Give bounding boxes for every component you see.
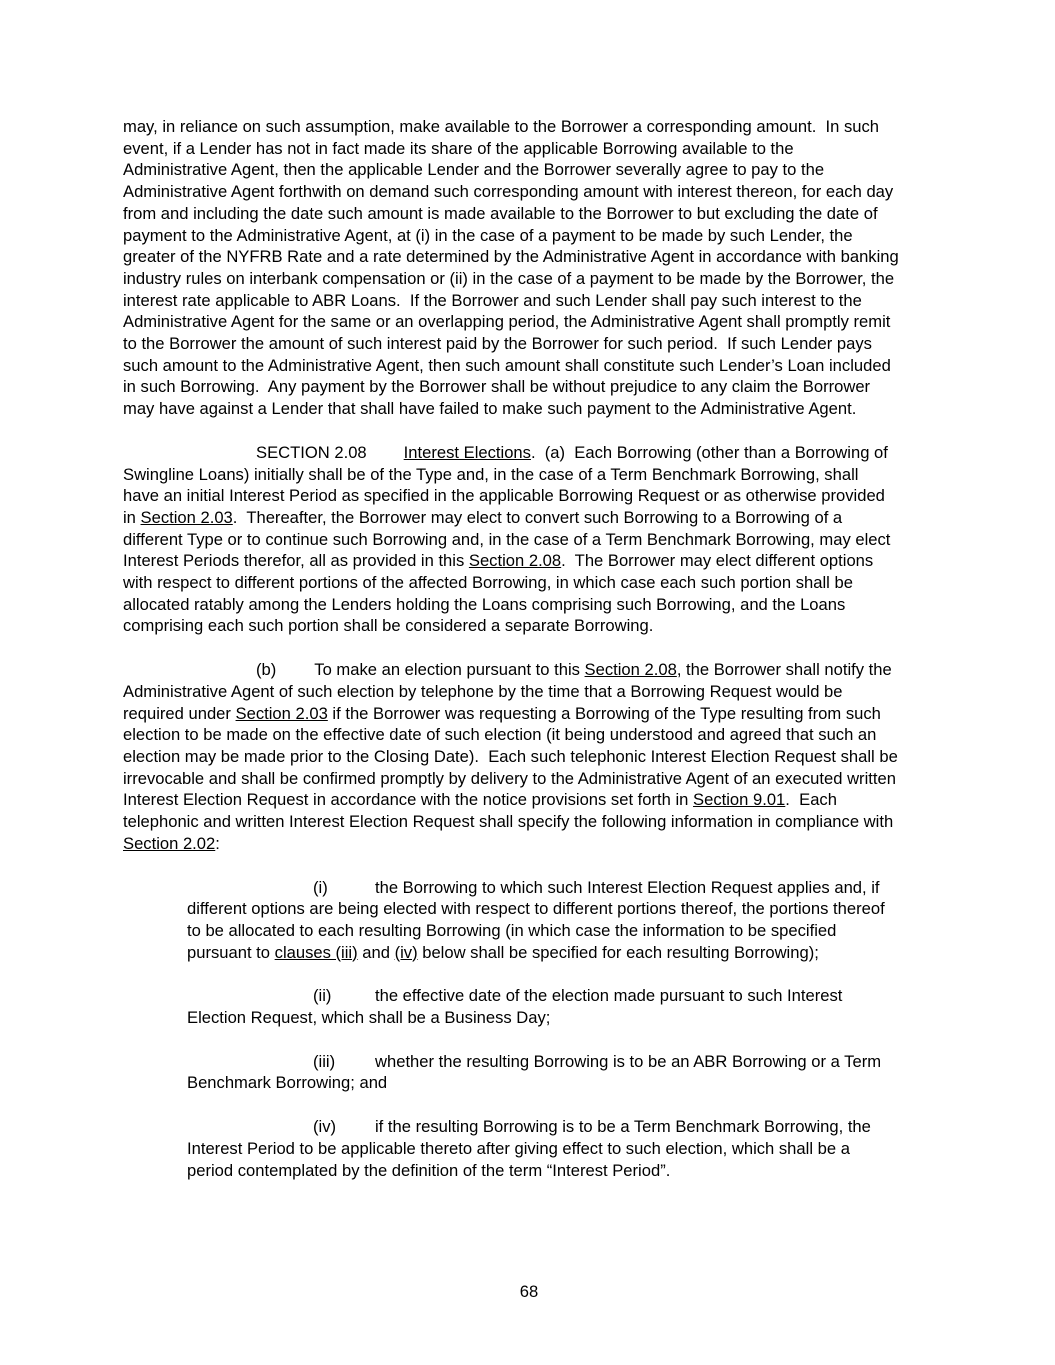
- list-item-iv: [187, 1116, 899, 1181]
- paragraph-text: , the Borrower shall notify the Administrative Agent of such election by telephone by the time that a Borrowing Request would be required under: [123, 660, 896, 723]
- section-2-08-paragraph: [123, 442, 899, 637]
- section-reference: Section 2.08: [468, 551, 562, 571]
- section-number: SECTION 2.08: [256, 442, 367, 462]
- clause-reference: (iv): [394, 942, 418, 962]
- paragraph-text: may, in reliance on such assumption, make available to the Borrower a corresponding amount. In such event, if a Lender has not in fact made its share of the applicable Borrowing available to the Administrative Agent, then the applicable Lender and the Borrower severally agree to pay to the Administrative Agent forthwith on demand such corresponding amount with interest thereon, for each day from and including the date such amount is made available to the Borrower to but excluding the date of payment to the Administrative Agent, at (i) in the case of a payment to be made by such Lender, the greater of the NYFRB Rate and a rate determined by the Administrative Agent in accordance with banking industry rules on interbank compensation or (ii) in the case of a payment to be made by the Borrower, the interest rate applicable to ABR Loans. If the Borrower and such Lender shall pay such interest to the Administrative Agent for the same or an overlapping period, the Administrative Agent shall promptly remit to the Borrower the amount of such interest paid by the Borrower for such period. If such Lender pays such amount to the Administrative Agent, then such amount shall constitute such Lender’s Loan included in such Borrowing. Any payment by the Borrower shall be without prejudice to any claim the Borrower may have against a Lender that shall have failed to make such payment to the Administrative Agent.: [123, 117, 904, 419]
- section-title: Interest Elections: [403, 442, 531, 462]
- list-item-label: (iv): [313, 1117, 337, 1137]
- list-item-label: (iii): [313, 1051, 336, 1071]
- paragraph-text: the Borrowing to which such Interest Election Request applies and, if different options are being elected with respect to different portions thereof, the portions thereof to be allocated to each resulting Borrowing (in which case the information to be specified pursuant to: [187, 877, 890, 962]
- page-number: 68: [519, 1282, 539, 1301]
- subsection-b-paragraph: [123, 659, 903, 854]
- list-item-label: (i): [313, 877, 328, 897]
- list-item-label: (ii): [313, 986, 332, 1006]
- carryover-paragraph: [123, 116, 904, 420]
- list-item-i: [187, 877, 899, 964]
- paragraph-text: . Thereafter, the Borrower may elect to convert such Borrowing to a Borrowing of a different Type or to continue such Borrowing and, in the case of a Term Benchmark Borrowing, may elect Interest Periods therefor, all as provided in this: [123, 507, 896, 571]
- list-item-iii: [187, 1051, 899, 1094]
- section-reference: Section 9.01: [693, 790, 786, 810]
- paragraph-text: if the Borrower was requesting a Borrowing of the Type resulting from such election to be made on the effective date of such election (it being understood and agreed that such an election may be made prior to the Closing Date). Each such telephonic Interest Election Request shall be irrevocable and shall be confirmed promptly by delivery to the Administrative Agent of an executed written Interest Election Request in accordance with the notice provisions set forth in: [123, 703, 903, 810]
- paragraph-text: if the resulting Borrowing is to be a Term Benchmark Borrowing, the Interest Period to be applicable thereto after giving effect to such election, which shall be a period contemplated by the definition of the term “Interest Period”.: [187, 1117, 876, 1180]
- paragraph-text: below shall be specified for each resulting Borrowing);: [417, 942, 819, 962]
- section-reference: Section 2.03: [235, 703, 328, 723]
- paragraph-text: :: [215, 833, 220, 853]
- section-reference: Section 2.02: [123, 833, 216, 853]
- paragraph-text: and: [357, 942, 395, 962]
- document-body: [123, 116, 904, 1203]
- clause-reference: clauses (iii): [274, 942, 358, 962]
- section-reference: Section 2.08: [584, 660, 677, 680]
- paragraph-text: the effective date of the election made pursuant to such Interest Election Request, which shall be a Business Day;: [187, 986, 848, 1028]
- paragraph-text: . Each telephonic and written Interest Election Request shall specify the following information in compliance with: [123, 790, 898, 832]
- paragraph-text: whether the resulting Borrowing is to be an ABR Borrowing or a Term Benchmark Borrowing; and: [187, 1051, 886, 1093]
- list-item-ii: [187, 985, 899, 1028]
- subsection-label: (b): [256, 660, 277, 680]
- paragraph-text: . The Borrower may elect different options with respect to different portions of the affected Borrowing, in which case each such portion shall be allocated ratably among the Lenders holding the Loans comprising such Borrowing, and the Loans comprising each such portion shall be considered a separate Borrowing.: [123, 551, 878, 636]
- paragraph-text: To make an election pursuant to this: [314, 660, 585, 680]
- section-reference: Section 2.03: [140, 507, 233, 527]
- paragraph-text: . (a) Each Borrowing (other than a Borrowing of Swingline Loans) initially shall be of the Type and, in the case of a Term Benchmark Borrowing, shall have an initial Interest Period as specified in the applicable Borrowing Request or as otherwise provided in: [123, 442, 893, 527]
